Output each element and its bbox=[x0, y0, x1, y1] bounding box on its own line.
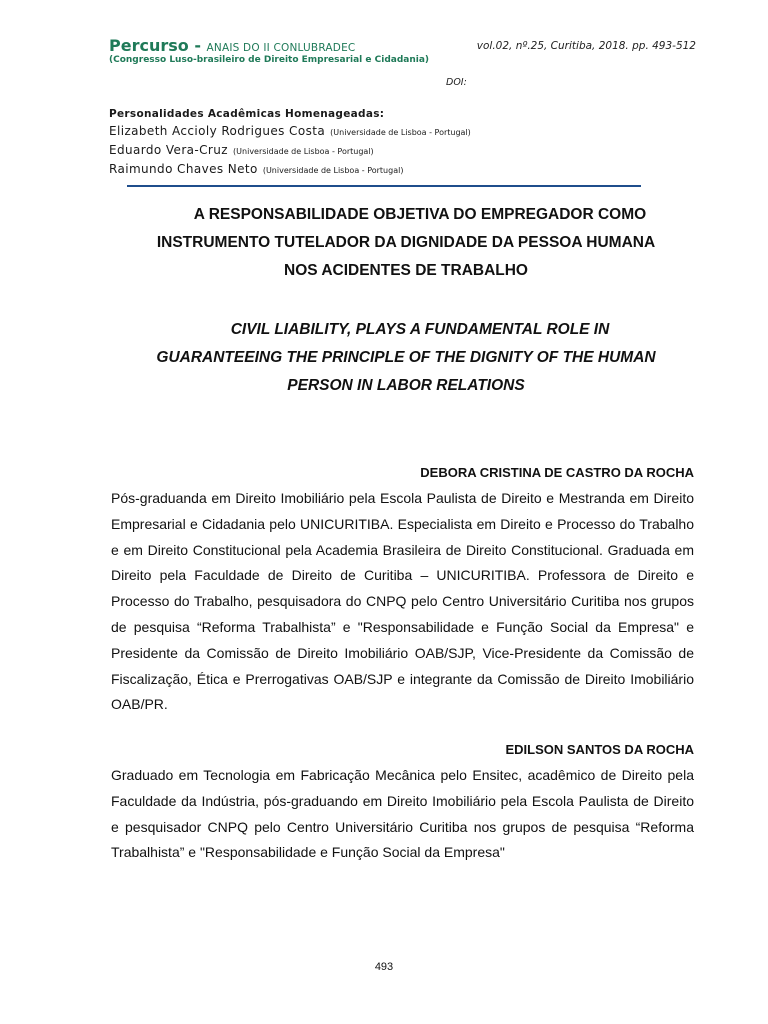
article-title-english bbox=[100, 316, 712, 400]
journal-name: Percurso - bbox=[109, 36, 207, 55]
title-line: CIVIL LIABILITY, PLAYS A FUNDAMENTAL ROLE IN bbox=[230, 321, 610, 338]
volume-citation: vol.02, nº.25, Curitiba, 2018. pp. 493-512 bbox=[476, 40, 696, 52]
title-line: INSTRUMENTO TUTELADOR DA DIGNIDADE DA PESSOA HUMANA bbox=[156, 234, 656, 251]
title-line: A RESPONSABILIDADE OBJETIVA DO EMPREGADOR COMO bbox=[193, 206, 647, 223]
honoree-row bbox=[109, 160, 471, 179]
honoree-row bbox=[109, 141, 471, 160]
author-bio: Pós-graduanda em Direito Imobiliário pela Escola Paulista de Direito e Mestranda em Direito Empresarial e Cidadania pelo UNICURITIBA. Especialista em Direito e Processo do Trabalho e em Direito Constitucional pela Academia Brasileira de Direito Constitucional. Graduada em Direito pela Faculdade de Direito de Curitiba – UNICURITIBA. Professora de Direito e Processo do Trabalho, pesquisadora do CNPQ pelo Centro Universitário Curitiba nos grupos de pesquisa “Reforma Trabalhista” e "Responsabilidade e Função Social da Empresa" e Presidente da Comissão de Direito Imobiliário OAB/SJP, Vice-Presidente da Comissão de Fiscalização, Ética e Prerrogativas OAB/SJP e integrante da Comissão de Direito Imobiliário OAB/PR. bbox=[111, 490, 694, 713]
header-divider bbox=[127, 185, 641, 187]
title-line: NOS ACIDENTES DE TRABALHO bbox=[284, 262, 528, 279]
journal-annals: ANAIS DO II CONLUBRADEC bbox=[206, 42, 356, 54]
honoree-affiliation: (Universidade de Lisboa - Portugal) bbox=[262, 166, 404, 175]
honorees-heading: Personalidades Acadêmicas Homenageadas: bbox=[109, 108, 385, 120]
article-title-portuguese bbox=[100, 201, 712, 285]
journal-title bbox=[109, 36, 355, 56]
honoree-name: Raimundo Chaves Neto bbox=[109, 162, 258, 176]
author-name: EDILSON SANTOS DA ROCHA bbox=[505, 742, 694, 757]
honoree-affiliation: (Universidade de Lisboa - Portugal) bbox=[233, 147, 374, 156]
honoree-row bbox=[109, 122, 471, 141]
congress-subtitle: (Congresso Luso-brasileiro de Direito Empresarial e Cidadania) bbox=[109, 55, 430, 65]
honoree-name: Eduardo Vera-Cruz bbox=[109, 143, 228, 157]
honoree-name: Elizabeth Accioly Rodrigues Costa bbox=[109, 124, 326, 138]
honorees-block bbox=[109, 107, 471, 179]
author-bio: Graduado em Tecnologia em Fabricação Mecânica pelo Ensitec, acadêmico de Direito pela Faculdade da Indústria, pós-graduando em Direito Imobiliário pela Escola Paulista de Direito e pesquisador CNPQ pelo Centro Universitário Curitiba nos grupos de pesquisa “Reforma Trabalhista” e "Responsabilidade e Função Social da Empresa" bbox=[111, 767, 694, 861]
author-name: DEBORA CRISTINA DE CASTRO DA ROCHA bbox=[420, 465, 694, 480]
title-line: PERSON IN LABOR RELATIONS bbox=[287, 377, 525, 394]
page-number: 493 bbox=[374, 961, 394, 973]
doi-label: DOI: bbox=[446, 77, 467, 88]
honoree-affiliation: (Universidade de Lisboa - Portugal) bbox=[330, 128, 471, 137]
title-line: GUARANTEEING THE PRINCIPLE OF THE DIGNITY OF THE HUMAN bbox=[156, 349, 656, 366]
